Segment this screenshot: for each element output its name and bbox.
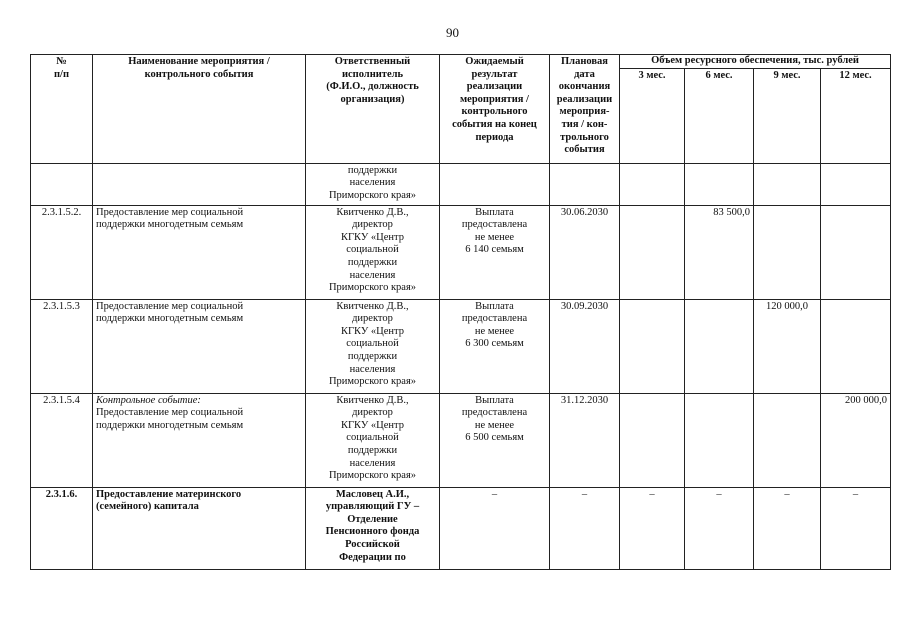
- header-resources: Объем ресурсного обеспечения, тыс. рублей: [620, 55, 891, 69]
- cell-responsible: Масловец А.И., управляющий ГУ – Отделение Пенсионного фонда Российской Федерации по: [306, 487, 440, 569]
- header-result: Ожидаемый результат реализации мероприятия / контрольного события на конец периода: [440, 55, 550, 164]
- cell-name: Предоставление мер социальной поддержки многодетным семьям: [93, 205, 306, 299]
- cell-result: [440, 163, 550, 205]
- cell-date: [550, 163, 620, 205]
- cell-num: 2.3.1.5.3: [31, 299, 93, 393]
- table-row: [31, 487, 891, 569]
- cell-m9: [754, 393, 821, 487]
- header-m3: 3 мес.: [620, 68, 685, 163]
- table-row: [31, 163, 891, 205]
- header-responsible: Ответственный исполнитель (Ф.И.О., должность организация): [306, 55, 440, 164]
- cell-m3: –: [620, 487, 685, 569]
- cell-m6: [685, 163, 754, 205]
- cell-name: Предоставление мер социальной поддержки многодетным семьям: [93, 299, 306, 393]
- table-row: [31, 299, 891, 393]
- cell-date: 31.12.2030: [550, 393, 620, 487]
- header-m12: 12 мес.: [821, 68, 891, 163]
- cell-name-block: [93, 393, 306, 487]
- header-num: № п/п: [31, 55, 93, 164]
- cell-m6: [685, 393, 754, 487]
- cell-date: –: [550, 487, 620, 569]
- header-m9: 9 мес.: [754, 68, 821, 163]
- cell-result: Выплата предоставлена не менее 6 500 семьям: [440, 393, 550, 487]
- cell-m12: –: [821, 487, 891, 569]
- cell-date: 30.06.2030: [550, 205, 620, 299]
- header-name: Наименование мероприятия / контрольного события: [93, 55, 306, 164]
- cell-m3: [620, 163, 685, 205]
- cell-result: –: [440, 487, 550, 569]
- cell-m9: –: [754, 487, 821, 569]
- cell-num: [31, 163, 93, 205]
- page-number: 90: [446, 25, 459, 40]
- cell-m6: [685, 299, 754, 393]
- cell-num: 2.3.1.6.: [31, 487, 93, 569]
- cell-m6: –: [685, 487, 754, 569]
- cell-m12: 200 000,0: [821, 393, 891, 487]
- cell-m9: [754, 163, 821, 205]
- cell-num: 2.3.1.5.2.: [31, 205, 93, 299]
- cell-responsible: Квитченко Д.В., директор КГКУ «Центр социальной поддержки населения Приморского края»: [306, 299, 440, 393]
- cell-date: 30.09.2030: [550, 299, 620, 393]
- cell-m6: 83 500,0: [685, 205, 754, 299]
- cell-m3: [620, 205, 685, 299]
- cell-result: Выплата предоставлена не менее 6 300 семьям: [440, 299, 550, 393]
- cell-num: 2.3.1.5.4: [31, 393, 93, 487]
- header-date: Плановая дата окончания реализации мероприя- тия / кон- трольного события: [550, 55, 620, 164]
- table-row: [31, 205, 891, 299]
- cell-m12: [821, 163, 891, 205]
- cell-m3: [620, 393, 685, 487]
- cell-responsible: Квитченко Д.В., директор КГКУ «Центр социальной поддержки населения Приморского края»: [306, 393, 440, 487]
- cell-name: Предоставление мер социальной поддержки многодетным семьям: [96, 407, 244, 431]
- cell-m12: [821, 299, 891, 393]
- cell-m9: [754, 205, 821, 299]
- action-plan-table: [30, 54, 891, 570]
- cell-responsible: Квитченко Д.В., директор КГКУ «Центр социальной поддержки населения Приморского края»: [306, 205, 440, 299]
- header-m6: 6 мес.: [685, 68, 754, 163]
- cell-name: [93, 163, 306, 205]
- cell-result: Выплата предоставлена не менее 6 140 семьям: [440, 205, 550, 299]
- cell-responsible: поддержки населения Приморского края»: [306, 163, 440, 205]
- control-event-label: Контрольное событие:: [96, 394, 201, 406]
- cell-m12: [821, 205, 891, 299]
- table-header: [31, 55, 891, 164]
- cell-m9: 120 000,0: [754, 299, 821, 393]
- table-row: [31, 393, 891, 487]
- cell-name: Предоставление материнского (семейного) капитала: [93, 487, 306, 569]
- cell-m3: [620, 299, 685, 393]
